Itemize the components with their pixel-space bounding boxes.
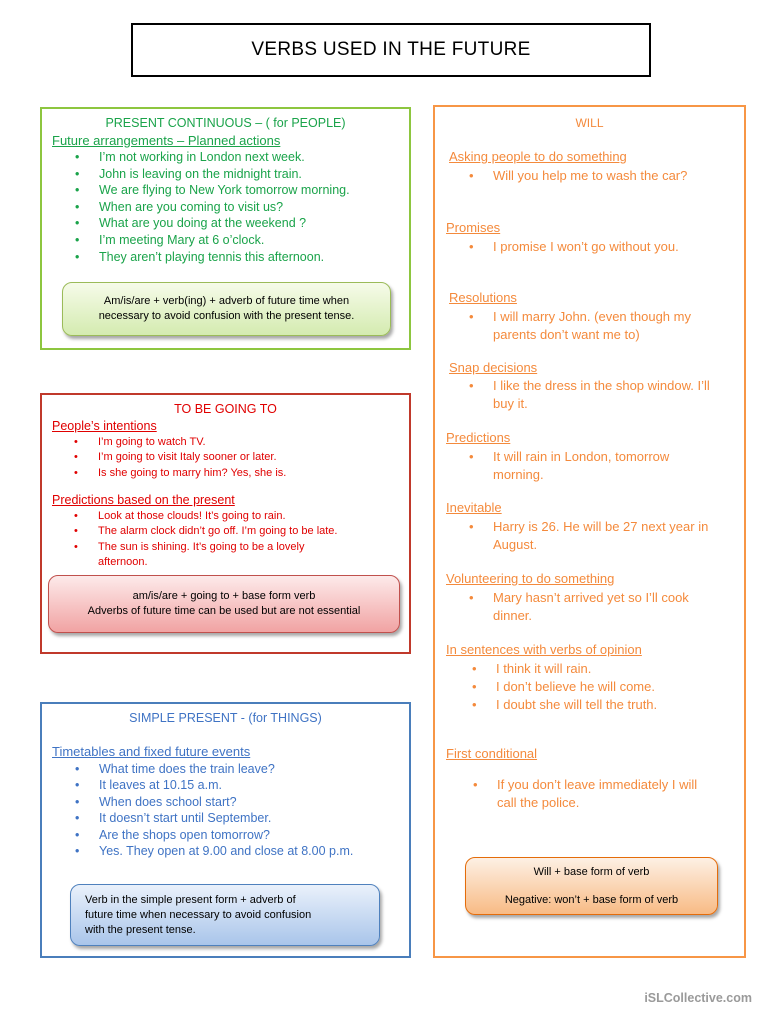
page-title: VERBS USED IN THE FUTURE: [131, 23, 651, 77]
list-item: • It will rain in London, tomorrow morning.: [469, 448, 719, 484]
rule-line: with the present tense.: [85, 923, 196, 936]
will-section-list: [469, 589, 709, 625]
list-item: • Mary hasn’t arrived yet so I’ll cook dinner.: [469, 589, 709, 625]
list-item: • If you don’t leave immediately I will call the police.: [473, 776, 713, 812]
present-continuous-rule-box: [62, 282, 391, 336]
simple-present-subheading: Timetables and fixed future events: [52, 744, 251, 759]
list-item: • It leaves at 10.15 a.m.: [75, 777, 353, 793]
rule-line: Adverbs of future time can be used but are not essential: [87, 605, 361, 617]
rule-line: Verb in the simple present form + adverb of: [85, 893, 296, 906]
list-item: • I’m going to watch TV.: [74, 435, 286, 450]
will-section-list: [469, 518, 719, 554]
list-item: • What time does the train leave?: [75, 761, 353, 777]
will-panel: [433, 105, 746, 958]
present-continuous-heading: PRESENT CONTINUOUS – ( for PEOPLE): [105, 116, 346, 130]
list-item: • Will you help me to wash the car?: [469, 167, 709, 185]
list-item: • It doesn’t start until September.: [75, 810, 353, 826]
list-item: • I’m going to visit Italy sooner or later.: [74, 450, 286, 465]
will-section-list: [473, 776, 713, 812]
will-section-label: Promises: [446, 220, 501, 235]
simple-present-list: [75, 761, 353, 859]
list-item: • I will marry John. (even though my parents don’t want me to): [469, 308, 729, 344]
simple-present-heading: SIMPLE PRESENT - (for THINGS): [129, 711, 322, 725]
list-item: • Yes. They open at 9.00 and close at 8.00 p.m.: [75, 843, 353, 859]
will-section-list: [469, 238, 709, 256]
list-item: • Are the shops open tomorrow?: [75, 827, 353, 843]
intentions-list: [74, 435, 286, 481]
will-section-list: [472, 660, 722, 714]
will-section-label: Asking people to do something: [449, 149, 627, 164]
will-section-label: Predictions: [446, 430, 511, 445]
list-item-continuation: afternoon.: [98, 555, 148, 568]
list-item: • I doubt she will tell the truth.: [472, 696, 722, 714]
intentions-subheading: People’s intentions: [52, 419, 157, 433]
list-item: • We are flying to New York tomorrow morning.: [75, 182, 350, 199]
will-section-list: [469, 377, 729, 413]
present-continuous-list: [75, 149, 350, 265]
going-to-panel: [40, 393, 411, 654]
predictions-list: [74, 509, 337, 570]
will-section-list: [469, 448, 719, 484]
list-item: • I think it will rain.: [472, 660, 722, 678]
predictions-subheading: Predictions based on the present: [52, 493, 235, 507]
list-item: • I promise I won’t go without you.: [469, 238, 709, 256]
rule-line: necessary to avoid confusion with the present tense.: [98, 310, 355, 322]
rule-line: Will + base form of verb: [533, 866, 650, 878]
simple-present-panel: [40, 702, 411, 958]
list-item: • Look at those clouds! It’s going to rain.: [74, 509, 337, 524]
will-section-list: [469, 167, 709, 185]
list-item: • The alarm clock didn’t go off. I’m going to be late.: [74, 524, 337, 539]
will-section-label: Snap decisions: [449, 360, 538, 375]
simple-present-rule-box: [70, 884, 380, 946]
will-section-label: Volunteering to do something: [446, 571, 615, 586]
present-continuous-subheading: Future arrangements – Planned actions: [52, 133, 281, 148]
rule-line: Negative: won’t + base form of verb: [504, 894, 679, 906]
going-to-rule-box: [48, 575, 400, 633]
present-continuous-panel: [40, 107, 411, 350]
list-item: • I don’t believe he will come.: [472, 678, 722, 696]
list-item: • I like the dress in the shop window. I’ll buy it.: [469, 377, 729, 413]
will-section-label: Resolutions: [449, 290, 517, 305]
rule-line: am/is/are + going to + base form verb: [132, 590, 316, 602]
list-item: • They aren’t playing tennis this afternoon.: [75, 249, 350, 266]
will-rule-box: [465, 857, 718, 915]
list-item: • I’m meeting Mary at 6 o’clock.: [75, 232, 350, 249]
will-section-label: Inevitable: [446, 500, 502, 515]
going-to-heading: TO BE GOING TO: [174, 402, 277, 416]
rule-line: Am/is/are + verb(ing) + adverb of future time when: [103, 295, 350, 307]
list-item: • I’m not working in London next week.: [75, 149, 350, 166]
will-section-label: In sentences with verbs of opinion: [446, 642, 642, 657]
list-item: • When are you coming to visit us?: [75, 199, 350, 216]
will-section-list: [469, 308, 729, 344]
watermark: iSLCollective.com: [644, 991, 752, 1005]
list-item: • When does school start?: [75, 794, 353, 810]
list-item: • John is leaving on the midnight train.: [75, 166, 350, 183]
list-item: • What are you doing at the weekend ?: [75, 215, 350, 232]
rule-line: future time when necessary to avoid confusion: [85, 908, 312, 921]
will-heading: WILL: [575, 116, 604, 130]
list-item: • The sun is shining. It’s going to be a lovely: [74, 540, 337, 555]
list-item: • Is she going to marry him? Yes, she is.: [74, 466, 286, 481]
will-section-label: First conditional: [446, 746, 538, 761]
list-item: • Harry is 26. He will be 27 next year in August.: [469, 518, 719, 554]
